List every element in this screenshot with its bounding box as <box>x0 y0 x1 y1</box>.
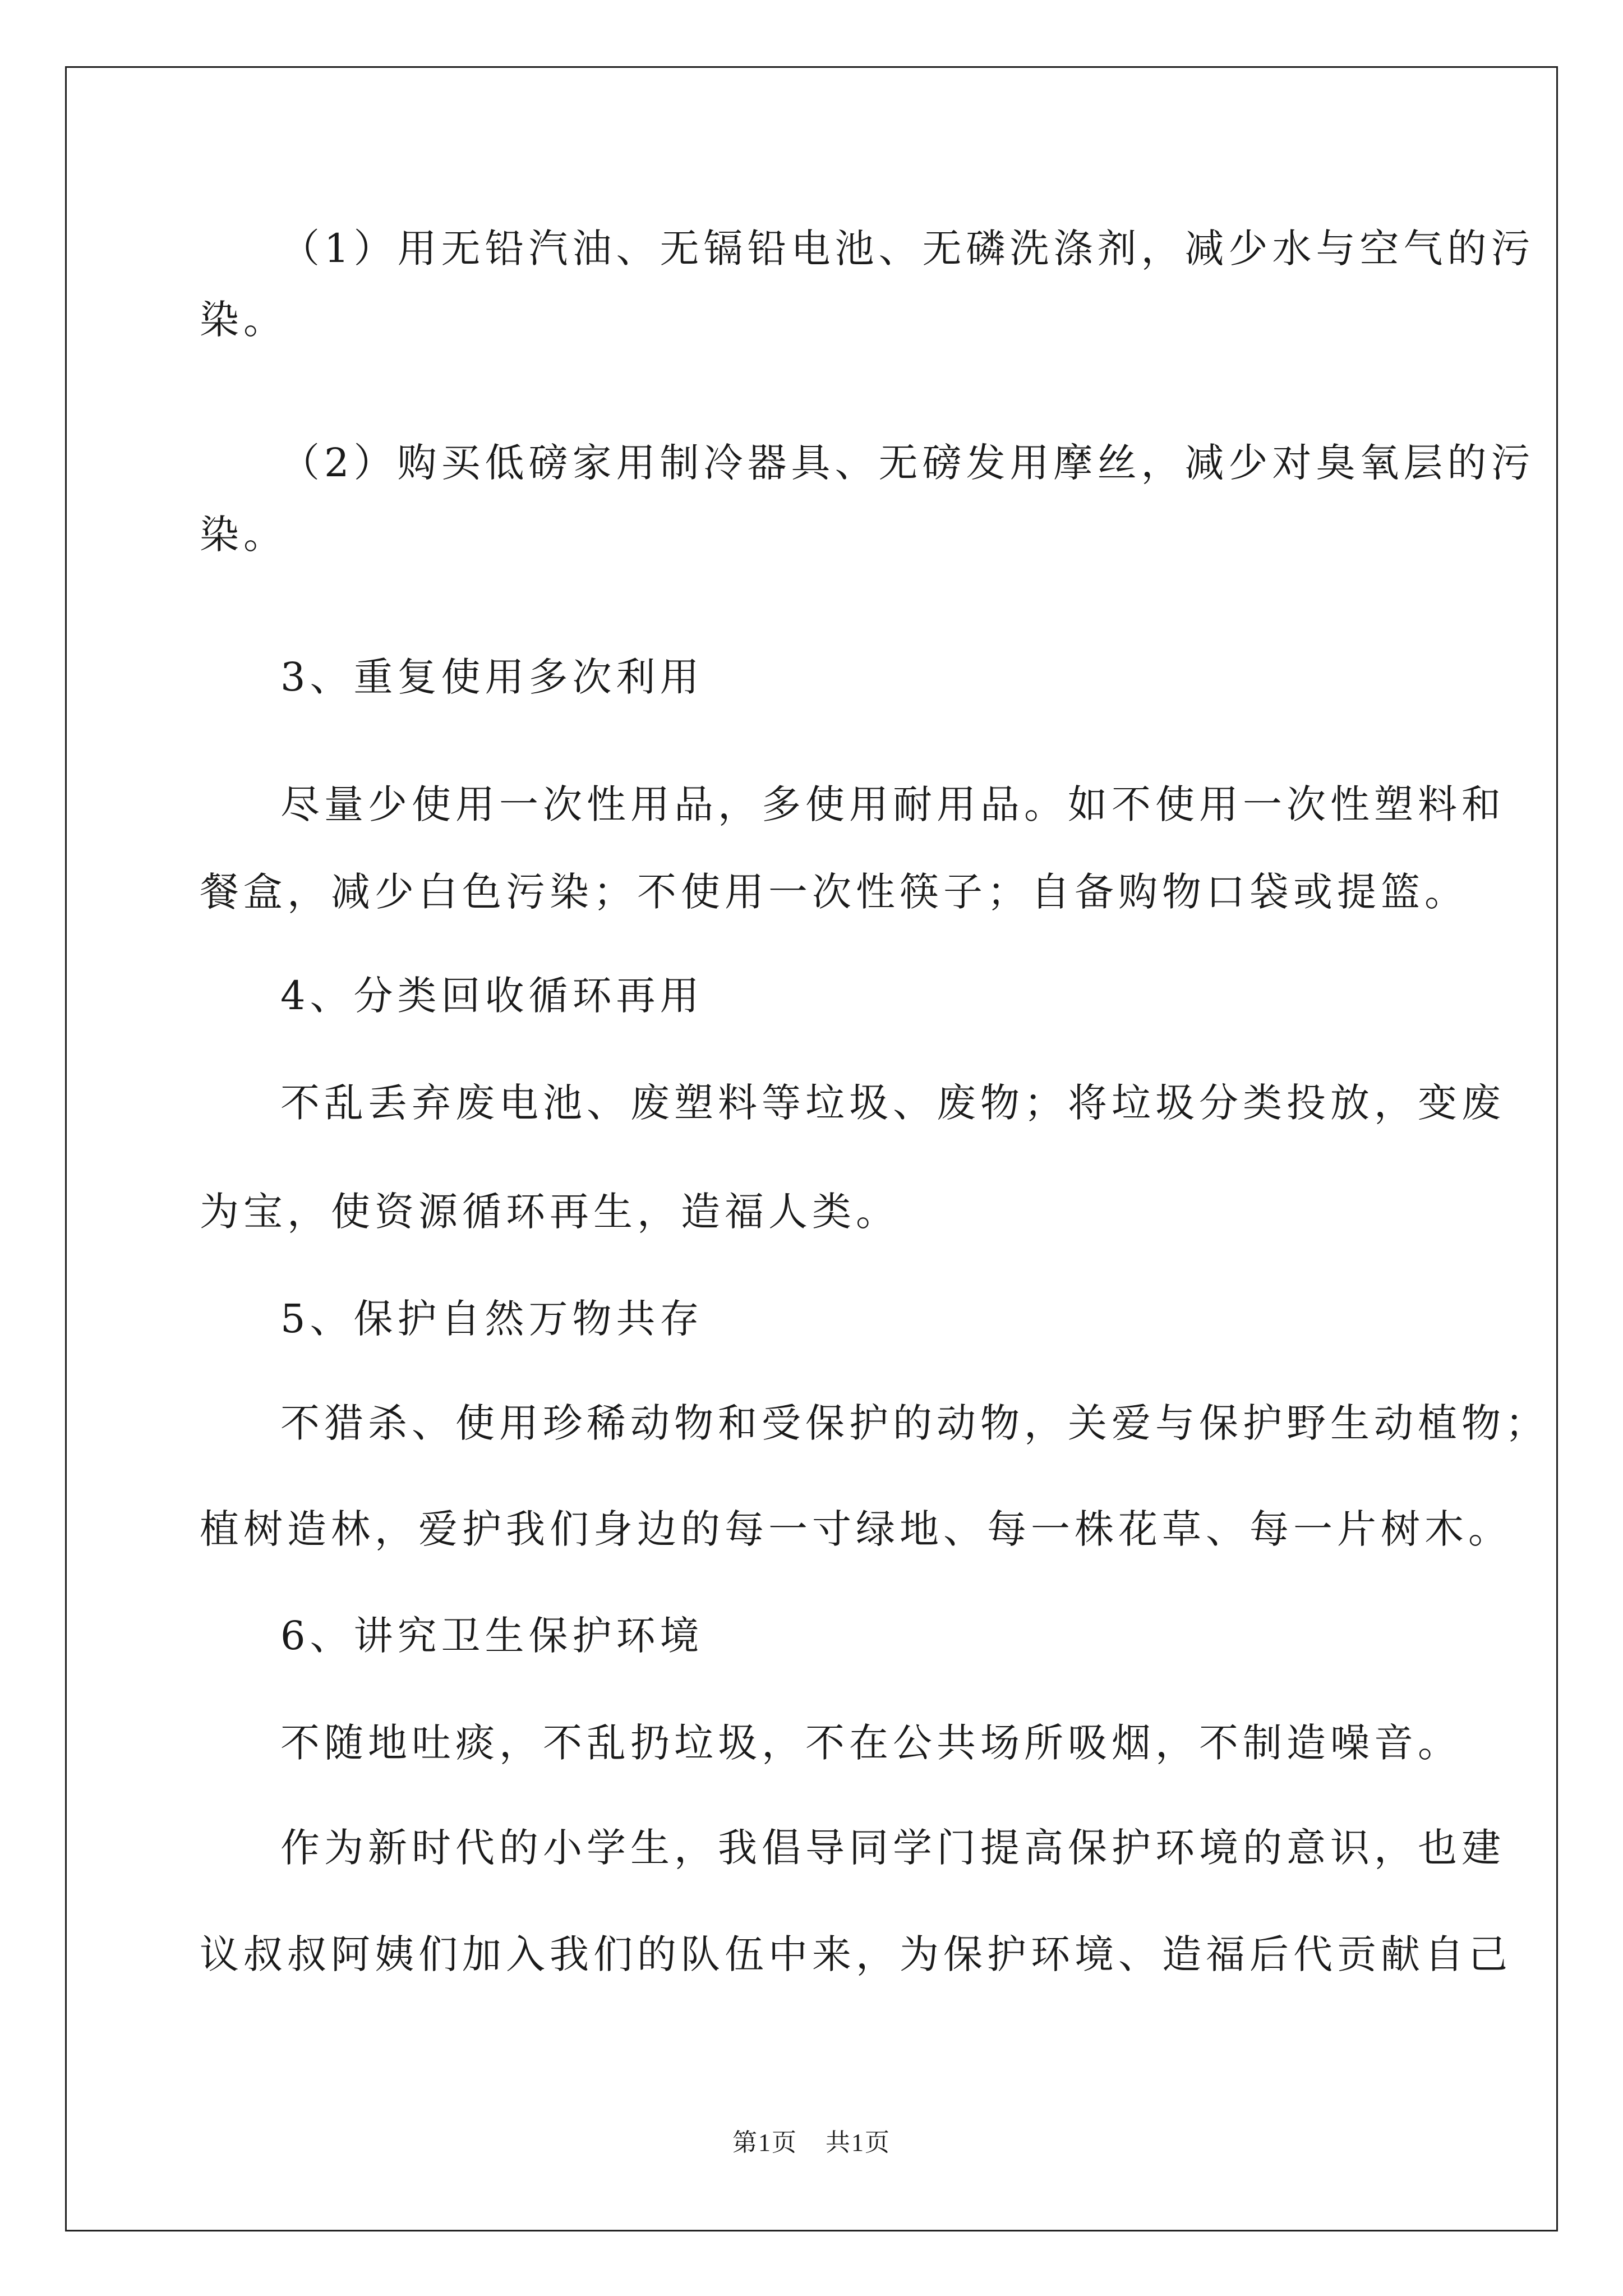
section-heading: 6、讲究卫生保护环境 <box>280 1613 704 1659</box>
section-heading: 4、分类回收循环再用 <box>280 973 704 1019</box>
text-line: 作为新时代的小学生，我倡导同学门提高保护环境的意识，也建 <box>280 1825 1505 1871</box>
page-border <box>65 66 1558 2231</box>
page-number: 第1页 <box>732 2129 797 2156</box>
text-line: （1）用无铅汽油、无镉铅电池、无磷洗涤剂，减少水与空气的污 <box>280 226 1535 272</box>
text-line: 植树造林，爱护我们身边的每一寸绿地、每一株花草、每一片树木。 <box>200 1506 1512 1552</box>
text-line: 餐盒，减少白色污染；不使用一次性筷子；自备购物口袋或提篮。 <box>200 869 1468 915</box>
text-line: 尽量少使用一次性用品，多使用耐用品。如不使用一次性塑料和 <box>280 781 1505 827</box>
page-total: 共1页 <box>826 2129 891 2156</box>
text-line: 染。 <box>200 297 287 343</box>
text-line: 为宝，使资源循环再生，造福人类。 <box>200 1189 900 1235</box>
text-line: 议叔叔阿姨们加入我们的队伍中来，为保护环境、造福后代贡献自己 <box>200 1931 1512 1977</box>
section-heading: 3、重复使用多次利用 <box>280 654 704 700</box>
text-line: 不乱丢弃废电池、废塑料等垃圾、废物；将垃圾分类投放，变废 <box>280 1080 1505 1126</box>
section-heading: 5、保护自然万物共存 <box>280 1296 704 1342</box>
text-line: 不随地吐痰，不乱扔垃圾，不在公共场所吸烟，不制造噪音。 <box>280 1720 1461 1766</box>
text-line: 染。 <box>200 512 287 558</box>
text-line: （2）购买低磅家用制冷器具、无磅发用摩丝，减少对臭氧层的污 <box>280 440 1535 486</box>
page-footer <box>0 2126 1623 2160</box>
text-line: 不猎杀、使用珍稀动物和受保护的动物，关爱与保护野生动植物； <box>280 1400 1549 1446</box>
